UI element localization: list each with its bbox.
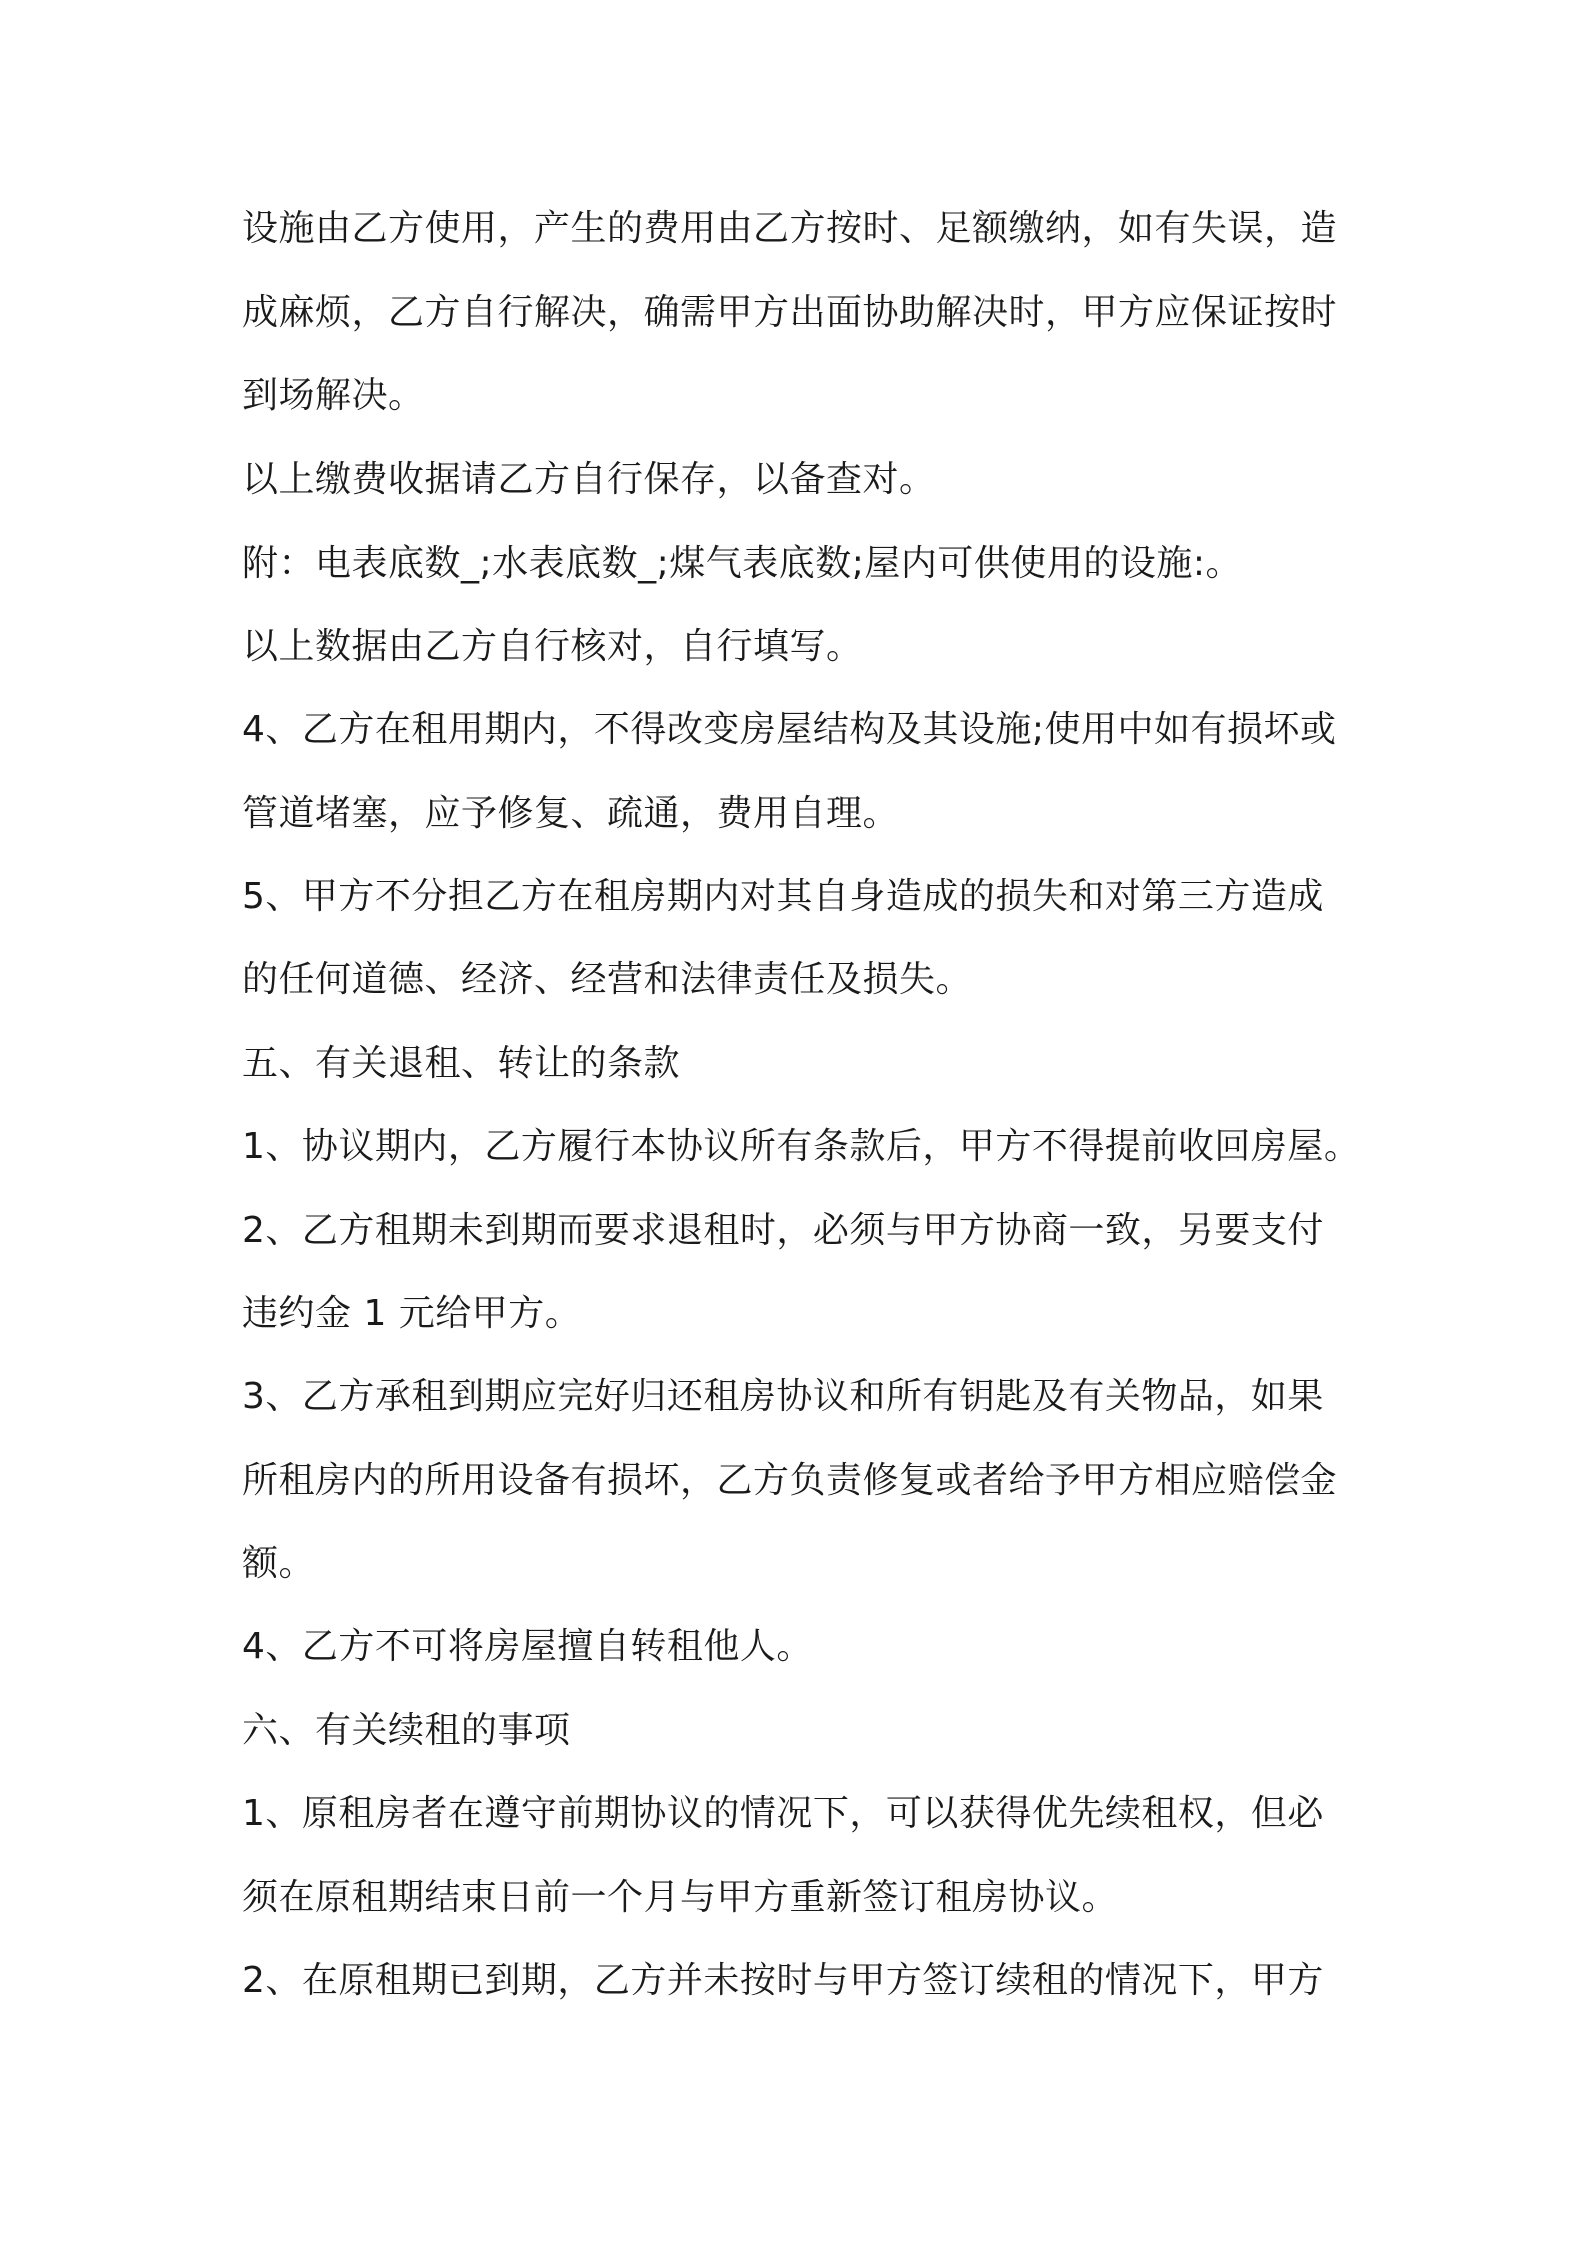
section-heading: 五、有关退租、转让的条款 (242, 1043, 681, 1084)
text-line: 4、乙方在租用期内，不得改变房屋结构及其设施;使用中如有损坏或 (242, 709, 1337, 750)
text-line: 设施由乙方使用，产生的费用由乙方按时、足额缴纳，如有失误，造 (242, 208, 1338, 249)
text-line: 2、乙方租期未到期而要求退租时，必须与甲方协商一致，另要支付 (242, 1210, 1324, 1251)
text-line: 所租房内的所用设备有损坏，乙方负责修复或者给予甲方相应赔偿金 (242, 1460, 1338, 1501)
text-line: 到场解决。 (242, 375, 425, 416)
text-line: 额。 (242, 1543, 316, 1584)
text-line: 以上数据由乙方自行核对，自行填写。 (242, 626, 863, 667)
text-line: 5、甲方不分担乙方在租房期内对其自身造成的损失和对第三方造成 (242, 876, 1324, 917)
text-line: 附：电表底数_;水表底数_;煤气表底数;屋内可供使用的设施:。 (242, 543, 1243, 584)
text-line: 1、协议期内，乙方履行本协议所有条款后，甲方不得提前收回房屋。 (242, 1126, 1361, 1167)
text-line: 2、在原租期已到期，乙方并未按时与甲方签订续租的情况下，甲方 (242, 1960, 1324, 2001)
text-line: 管道堵塞，应予修复、疏通，费用自理。 (242, 793, 900, 834)
text-line: 成麻烦，乙方自行解决，确需甲方出面协助解决时，甲方应保证按时 (242, 292, 1338, 333)
text-line: 须在原租期结束日前一个月与甲方重新签订租房协议。 (242, 1877, 1119, 1918)
section-heading: 六、有关续租的事项 (242, 1710, 571, 1751)
text-line: 违约金 1 元给甲方。 (242, 1293, 582, 1334)
text-line: 以上缴费收据请乙方自行保存，以备查对。 (242, 459, 936, 500)
text-line: 的任何道德、经济、经营和法律责任及损失。 (242, 959, 973, 1000)
text-line: 4、乙方不可将房屋擅自转租他人。 (242, 1626, 813, 1667)
text-line: 1、原租房者在遵守前期协议的情况下，可以获得优先续租权，但必 (242, 1793, 1324, 1834)
text-line: 3、乙方承租到期应完好归还租房协议和所有钥匙及有关物品，如果 (242, 1376, 1324, 1417)
